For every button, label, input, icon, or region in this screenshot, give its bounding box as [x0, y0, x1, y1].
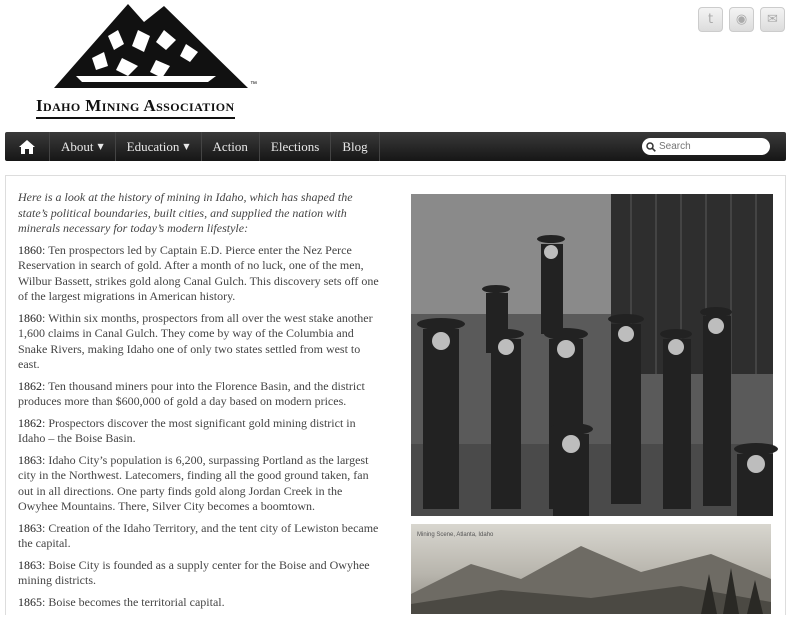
history-entry	[18, 521, 383, 552]
home-button[interactable]	[5, 132, 50, 161]
entry-year: 1863	[18, 557, 42, 572]
nav-item-label: About	[61, 138, 94, 154]
nav-item-label: Blog	[342, 138, 368, 154]
history-entry	[18, 453, 383, 515]
entry-year: 1863	[18, 452, 42, 467]
svg-text:™: ™	[250, 81, 257, 88]
nav-item-elections[interactable]	[260, 132, 331, 161]
logo[interactable]	[36, 0, 276, 120]
nav-item-blog[interactable]	[331, 132, 379, 161]
nav-item-label: Elections	[270, 138, 320, 154]
entry-text: : Within six months, prospectors from all over the west stake another 1,600 claims in Canal Gulch. They come by way of the Columbia and Snake Rivers, making Idaho one of only two states settled from west to east.	[18, 310, 373, 371]
history-entry	[18, 311, 383, 373]
miners-group-illustration	[411, 194, 773, 516]
history-article	[18, 190, 383, 616]
entry-text: : Creation of the Idaho Territory, and the tent city of Lewiston became the capital.	[18, 520, 379, 550]
site-title: Idaho Mining Association	[36, 96, 235, 119]
entry-year: 1860	[18, 310, 42, 325]
entry-text: : Idaho City’s population is 6,200, surpassing Portland as the largest city in the Northwest. Latecomers, finding all the good ground taken, fan out in all directions. One party finds gold along Jordan Creek in the Owyhee Mountains. There, Silver City becomes a boomtown.	[18, 452, 369, 513]
entry-text: : Ten prospectors led by Captain E.D. Pierce enter the Nez Perce Reservation in search of gold. After a month of no luck, one of the men, Wilbur Bassett, strikes gold along Canal Gulch. This discovery sets off one of the largest migrations in American history.	[18, 242, 379, 303]
mountain-logo-icon	[52, 0, 264, 92]
nav-item-label: Education	[126, 138, 180, 154]
envelope-icon[interactable]: ✉	[760, 7, 785, 32]
entry-text: : Boise City is founded as a supply center for the Boise and Owyhee mining districts.	[18, 557, 370, 587]
intro-text: Here is a look at the history of mining in Idaho, which has shaped the state’s political boundaries, built cities, and supplied the nation with minerals necessary for today’s modern lifestyle:	[18, 190, 353, 235]
history-entry	[18, 243, 383, 305]
entry-text: : Prospectors discover the most significant gold mining district in Idaho – the Boise Basin.	[18, 415, 356, 445]
nav-item-label: Action	[212, 138, 248, 154]
social-links	[698, 7, 785, 32]
entry-year: 1862	[18, 415, 42, 430]
map-pin-icon[interactable]: ◉	[729, 7, 754, 32]
chevron-down-icon: ▼	[97, 142, 104, 151]
nav-item-education[interactable]	[116, 132, 202, 161]
entry-year: 1865	[18, 594, 42, 609]
history-entry	[18, 416, 383, 447]
entry-year: 1863	[18, 520, 42, 535]
main-nav	[5, 132, 786, 161]
search-input[interactable]	[659, 141, 759, 152]
atlanta-mining-photo	[411, 524, 771, 614]
miners-photo	[411, 194, 773, 516]
nav-item-about[interactable]	[50, 132, 116, 161]
entry-year: 1862	[18, 378, 42, 393]
history-entry	[18, 379, 383, 410]
entry-text: : Ten thousand miners pour into the Florence Basin, and the district produces more than $600,000 of gold a day based on modern prices.	[18, 378, 365, 408]
search-box[interactable]	[642, 138, 770, 155]
entry-year: 1860	[18, 242, 42, 257]
search-icon	[646, 142, 656, 152]
entry-text: : Boise becomes the territorial capital.	[42, 594, 225, 609]
history-entry	[18, 595, 383, 611]
twitter-icon[interactable]: t	[698, 7, 723, 32]
photo-caption: Mining Scene, Atlanta, Idaho	[417, 532, 494, 538]
history-entry	[18, 558, 383, 589]
home-icon	[18, 139, 36, 155]
nav-item-action[interactable]	[202, 132, 260, 161]
chevron-down-icon: ▼	[183, 142, 190, 151]
